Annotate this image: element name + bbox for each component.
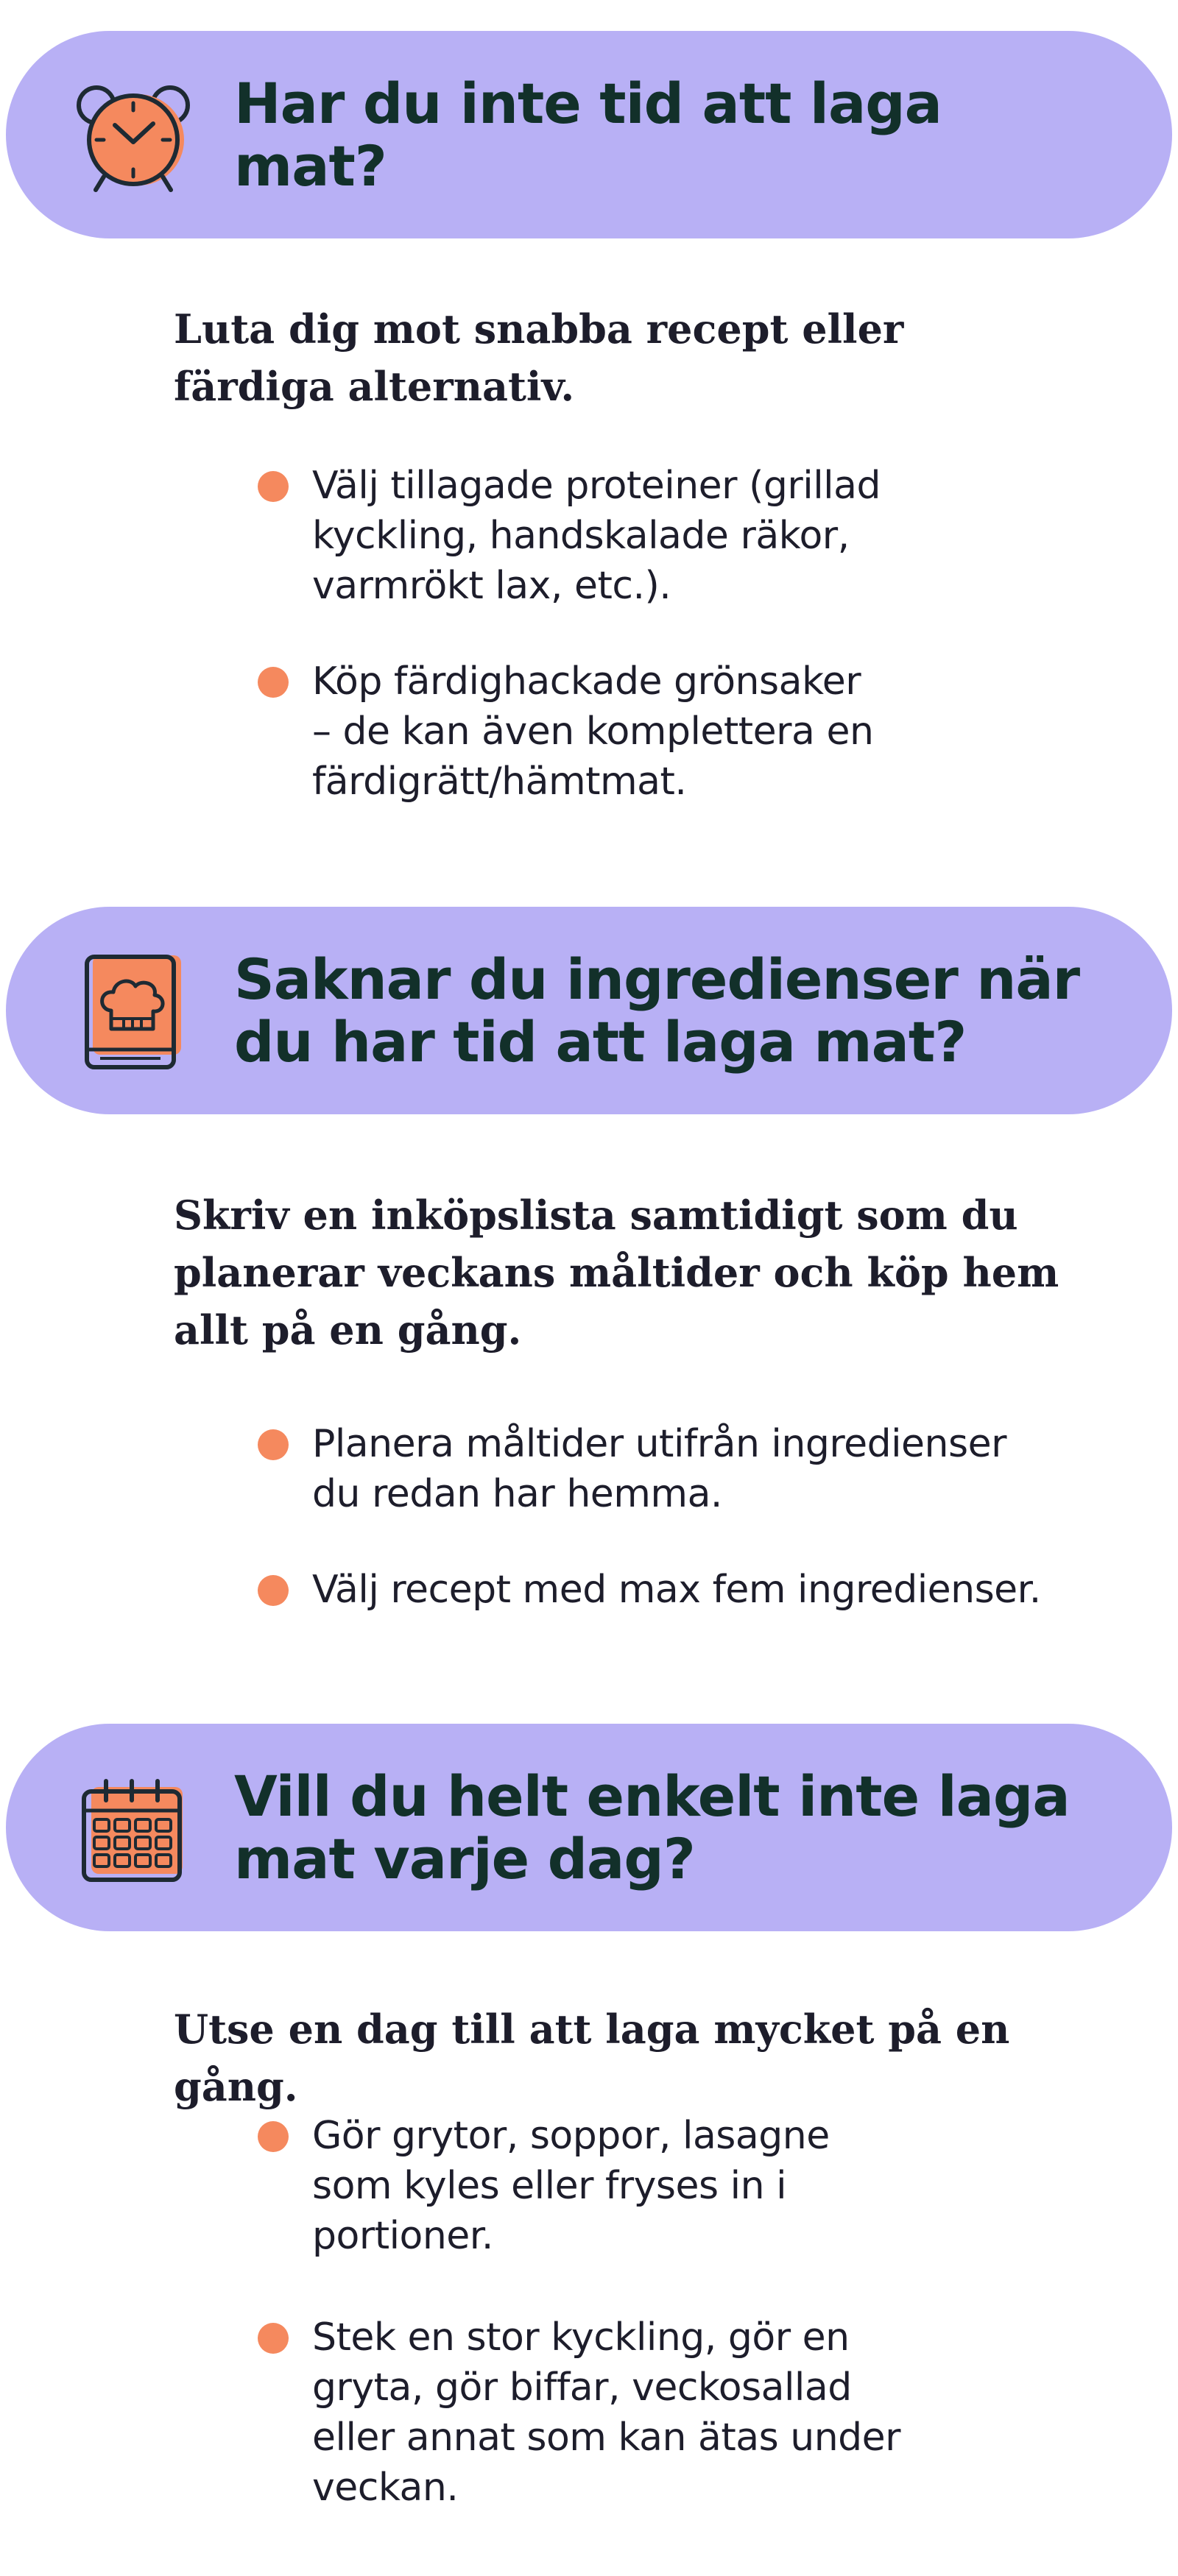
bullet-text: Stek en stor kyckling, gör en gryta, gör biffar, veckosallad eller annat som kan ätas under veckan.	[312, 2315, 901, 2510]
bullet-dot-icon	[258, 471, 289, 502]
cookbook-icon	[71, 948, 196, 1073]
section-lead: Utse en dag till att laga mycket på en gång.	[174, 2006, 1010, 2110]
bullet-text: Välj tillagade proteiner (grillad kyckling, handskalade räkor, varmrökt lax, etc.).	[312, 464, 881, 608]
bullet-dot-icon	[258, 667, 289, 698]
bullet-dot-icon	[258, 2121, 289, 2152]
section-banner-no-time	[6, 31, 1172, 238]
calendar-icon	[71, 1765, 196, 1890]
section-banner-missing-ingredients	[6, 907, 1172, 1114]
section-lead: Luta dig mot snabba recept eller färdiga alternativ.	[174, 305, 904, 410]
section-banner-cook-once	[6, 1724, 1172, 1931]
section-title: Vill du helt enkelt inte laga mat varje dag?	[234, 1763, 1070, 1892]
bullet-dot-icon	[258, 1429, 289, 1460]
section-lead: Skriv en inköpslista samtidigt som du planerar veckans måltider och köp hem allt på en gång.	[174, 1192, 1059, 1354]
bullet-text: Välj recept med max fem ingredienser.	[312, 1568, 1041, 1612]
bullet-dot-icon	[258, 1575, 289, 1606]
bullet-dot-icon	[258, 2323, 289, 2354]
section-title: Saknar du ingredienser när du har tid att laga mat?	[234, 946, 1080, 1075]
bullet-text: Gör grytor, soppor, lasagne som kyles eller fryses in i portioner.	[312, 2114, 830, 2258]
section-title: Har du inte tid att laga mat?	[234, 70, 942, 199]
bullet-text: Planera måltider utifrån ingredienser du redan har hemma.	[312, 1422, 1006, 1516]
bullet-text: Köp färdighackade grönsaker – de kan även komplettera en färdigrätt/hämtmat.	[312, 659, 874, 804]
alarm-clock-icon	[71, 72, 196, 197]
